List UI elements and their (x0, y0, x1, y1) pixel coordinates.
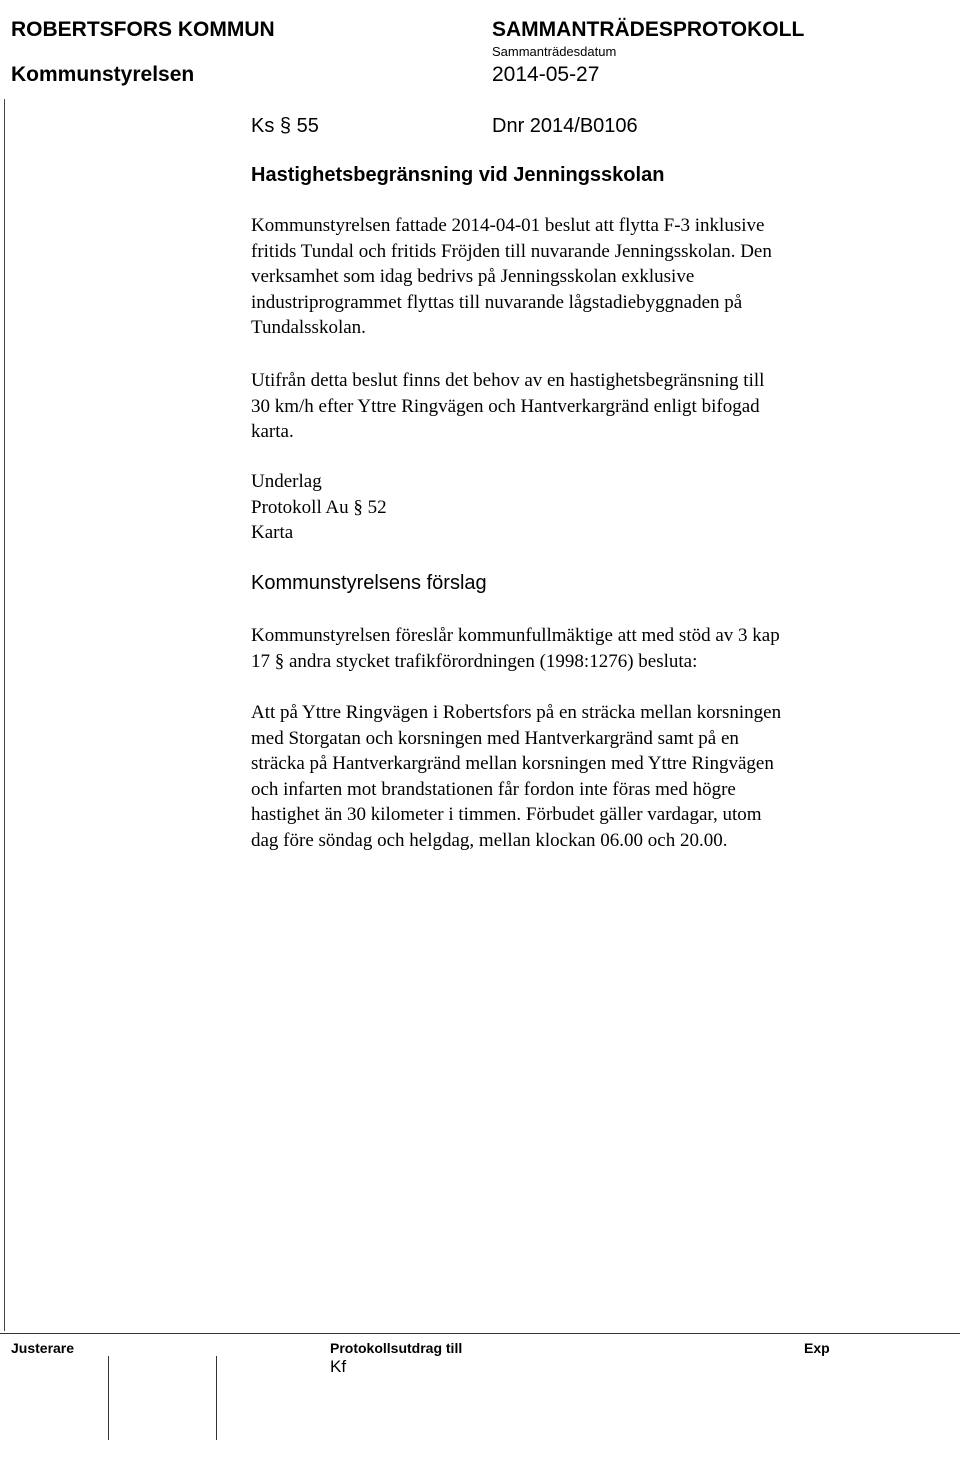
footer-utdrag-value: Kf (330, 1357, 347, 1376)
footer-exp-label: Exp (804, 1340, 830, 1356)
text-line: hastighet än 30 kilometer i timmen. Förbudet gäller vardagar, utom (251, 804, 762, 826)
case-dnr: Dnr 2014/B0106 (492, 115, 638, 137)
meeting-date-label: Sammanträdesdatum (492, 44, 617, 59)
underlag-heading: Underlag (251, 471, 322, 492)
text-line: Kommunstyrelsen fattade 2014-04-01 beslut att flytta F-3 inklusive (251, 215, 765, 236)
case-paragraph-number: Ks § 55 (251, 115, 319, 137)
paragraph-background (251, 213, 772, 341)
text-line: sträcka på Hantverkargränd mellan korsningen med Yttre Ringvägen (251, 753, 774, 775)
case-title: Hastighetsbegränsning vid Jenningsskolan (251, 164, 665, 186)
board-name: Kommunstyrelsen (11, 63, 195, 86)
text-line: och infarten mot brandstationen får fordon inte föras med högre (251, 778, 736, 800)
text-line: 17 § andra stycket trafikförordningen (1998:1276) besluta: (251, 650, 698, 672)
underlag-item: Karta (251, 522, 294, 544)
org-name: ROBERTSFORS KOMMUN (11, 18, 275, 41)
text-line: Tundalsskolan. (251, 317, 366, 339)
meeting-date: 2014-05-27 (492, 63, 600, 86)
footer-justerare-label: Justerare (11, 1340, 75, 1356)
paragraph-need (251, 368, 764, 445)
signature-box-divider (216, 1356, 217, 1440)
proposal-heading: Kommunstyrelsens förslag (251, 572, 487, 594)
left-margin-line (4, 99, 5, 1331)
text-line: fritids Tundal och fritids Fröjden till nuvarande Jenningsskolan. Den (251, 240, 772, 262)
text-line: industriprogrammet flyttas till nuvarande lågstadiebyggnaden på (251, 291, 743, 313)
footer-utdrag-label: Protokollsutdrag till (330, 1340, 463, 1356)
text-line: dag före söndag och helgdag, mellan klockan 06.00 och 20.00. (251, 829, 728, 851)
text-line: 30 km/h efter Yttre Ringvägen och Hantverkargränd enligt bifogad (251, 395, 760, 417)
paragraph-decision (251, 700, 781, 854)
underlag-section (251, 469, 387, 546)
underlag-item: Protokoll Au § 52 (251, 496, 387, 518)
text-line: med Storgatan och korsningen med Hantverkargränd samt på en (251, 727, 739, 749)
footer-divider (0, 1333, 960, 1334)
text-line: Att på Yttre Ringvägen i Robertsfors på en sträcka mellan korsningen (251, 702, 782, 723)
signature-box-divider (108, 1356, 109, 1440)
paragraph-proposal-intro (251, 623, 780, 674)
text-line: karta. (251, 421, 294, 443)
doc-type: SAMMANTRÄDESPROTOKOLL (492, 18, 805, 41)
text-line: Kommunstyrelsen föreslår kommunfullmäktige att med stöd av 3 kap (251, 625, 780, 646)
text-line: verksamhet som idag bedrivs på Jenningsskolan exklusive (251, 266, 695, 288)
text-line: Utifrån detta beslut finns det behov av en hastighetsbegränsning till (251, 370, 765, 391)
